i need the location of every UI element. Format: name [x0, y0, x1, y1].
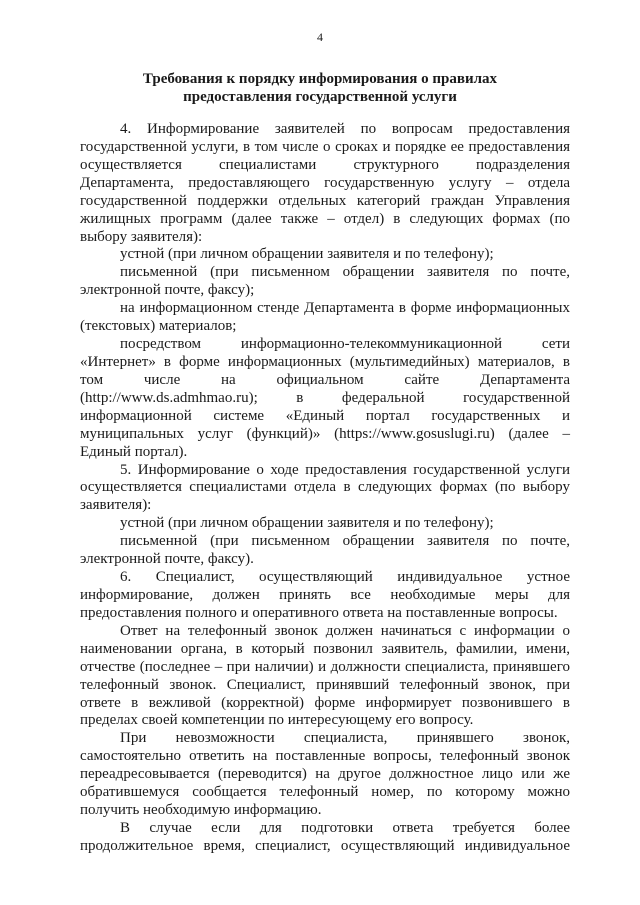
text-line: информационной системе «Единый портал государственных и [80, 407, 570, 424]
text-line: электронной почте, факсу); [80, 282, 255, 299]
paragraph [80, 462, 570, 516]
text-line: посредством информационно-телекоммуникационной сети [120, 336, 570, 353]
text-line: телефонный звонок. Специалист, принявший телефонный звонок, при [80, 676, 570, 693]
text-line: Ответ на телефонный звонок должен начинаться с информации о [120, 622, 570, 639]
text-line: ответе в вежливой (корректной) форме информирует позвонившего в [80, 694, 570, 711]
text-line: письменной (при письменном обращении заявителя по почте, [120, 264, 570, 281]
paragraph [80, 264, 570, 300]
text-line: пределах своей компетенции по интересующему его вопросу. [80, 712, 474, 729]
paragraph [80, 246, 570, 264]
paragraph [80, 515, 570, 533]
text-line: 4. Информирование заявителей по вопросам предоставления [120, 121, 570, 137]
text-line: продолжительное время, специалист, осуществляющий индивидуальное [80, 837, 570, 854]
text-line: письменной (при письменном обращении заявителя по почте, [120, 533, 570, 550]
text-line: заявителя): [80, 497, 152, 514]
text-line: переадресовывается (переводится) на другое должностное лицо или же [80, 766, 570, 783]
heading-line: Требования к порядку информирования о правилах [142, 71, 498, 87]
text-line: электронной почте, факсу). [80, 551, 254, 568]
text-line: 5. Информирование о ходе предоставления государственной услуги [120, 461, 570, 478]
text-line: В случае если для подготовки ответа требуется более [120, 819, 570, 836]
text-line: предоставления полного и оперативного ответа на поставленные вопросы. [80, 604, 558, 621]
text-line: государственной услуги, в том числе о сроках и порядке ее предоставления [80, 138, 570, 155]
text-line: устной (при личном обращении заявителя и по телефону); [120, 515, 494, 532]
text-line: обратившемуся сообщается телефонный номер, по которому можно [80, 784, 570, 801]
section-heading [100, 70, 540, 106]
text-line: (http://www.ds.admhmao.ru); в федеральной государственной [80, 389, 570, 406]
paragraph [80, 820, 570, 856]
text-line: Единый портал). [80, 443, 188, 460]
text-line: муниципальных услуг (функций)» (https://www.gosuslugi.ru) (далее – [80, 425, 570, 442]
paragraph [80, 300, 570, 336]
body-text [80, 121, 570, 856]
text-line: на информационном стенде Департамента в форме информационных [120, 300, 570, 317]
text-line: наименовании органа, в который позвонил заявитель, фамилии, имени, [80, 640, 570, 657]
paragraph [80, 623, 570, 731]
text-line: том числе на официальном сайте Департамента [80, 371, 570, 388]
text-line: При невозможности специалиста, принявшего звонок, [120, 730, 570, 747]
text-line: жилищных программ (далее также – отдел) в следующих формах (по [80, 210, 570, 227]
heading-line: предоставления государственной услуги [183, 89, 457, 105]
text-line: выбору заявителя): [80, 228, 203, 245]
text-line: осуществляется специалистами отдела в следующих формах (по выбору [80, 479, 570, 496]
text-line: информирование, должен принять все необходимые меры для [80, 586, 570, 603]
paragraph [80, 569, 570, 623]
text-line: (текстовых) материалов; [80, 318, 237, 335]
paragraph [80, 730, 570, 820]
text-line: Департамента, предоставляющего государственную услугу – отдела [80, 174, 570, 191]
text-line: государственной поддержки отдельных категорий граждан Управления [80, 192, 570, 209]
text-line: осуществляется специалистами структурного подразделения [80, 156, 570, 173]
text-line: самостоятельно ответить на поставленные вопросы, телефонный звонок [80, 748, 570, 765]
text-line: «Интернет» в форме информационных (мультимедийных) материалов, в [80, 353, 570, 370]
text-line: отчестве (последнее – при наличии) и должности специалиста, принявшего [80, 658, 570, 675]
text-line: получить необходимую информацию. [80, 802, 322, 819]
paragraph [80, 336, 570, 461]
text-line: устной (при личном обращении заявителя и по телефону); [120, 246, 494, 263]
paragraph [80, 533, 570, 569]
paragraph [80, 121, 570, 246]
text-line: 6. Специалист, осуществляющий индивидуальное устное [120, 569, 570, 586]
page-number: 4 [317, 30, 323, 44]
